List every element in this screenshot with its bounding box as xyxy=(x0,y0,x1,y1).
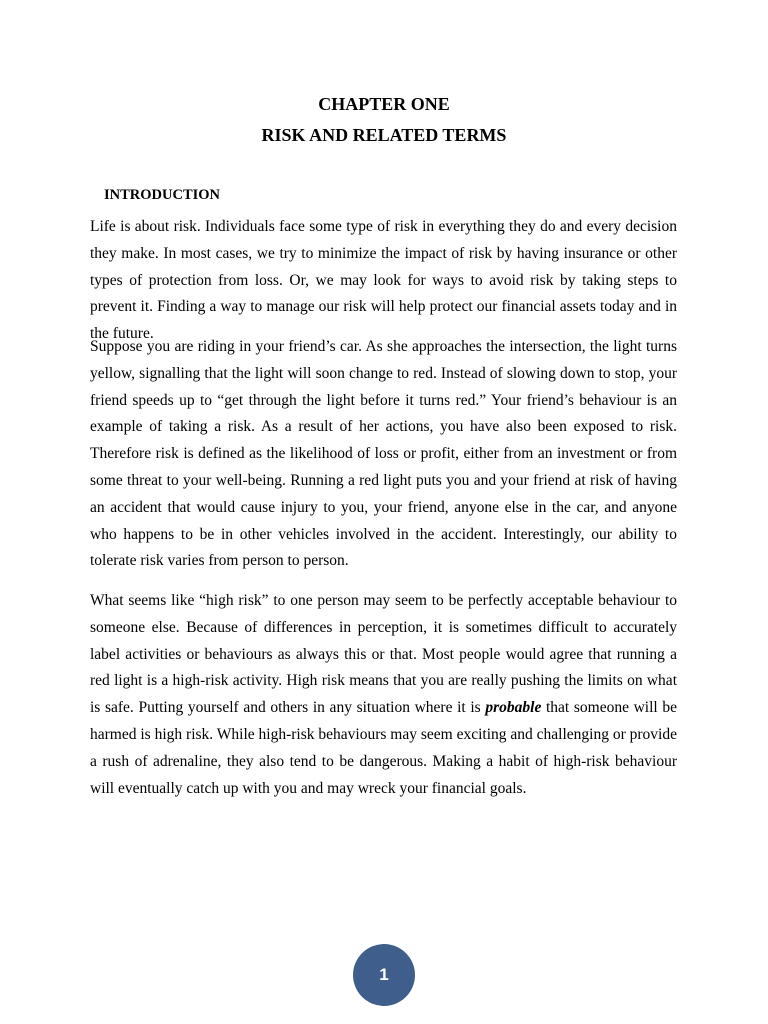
section-heading: INTRODUCTION xyxy=(104,187,221,203)
chapter-title: RISK AND RELATED TERMS xyxy=(261,125,507,145)
paragraph-text-segment: What seems like “high risk” to one person may seem to be perfectly acceptable behaviour to someone else. Because of differences in perception, it is sometimes difficult to accurately label activities or behaviours as always this or that. Most people would agree that running a red light is a high-risk activity. High risk means that you are really pushing the limits on what is safe. Putting yourself and others in any situation where it is xyxy=(90,592,677,717)
emphasized-term: probable xyxy=(485,699,542,717)
page-number: 1 xyxy=(379,965,389,984)
body-paragraph: Suppose you are riding in your friend’s car. As she approaches the intersection, the light turns yellow, signalling that the light will soon change to red. Instead of slowing down to stop, your friend speeds up to “get through the light before it turns red.” Your friend’s behaviour is an example of taking a risk. As a result of her actions, you have also been exposed to risk. Therefore risk is defined as the likelihood of loss or profit, either from an investment or from some threat to your well-being. Running a red light puts you and your friend at risk of having an accident that would cause injury to you, your friend, anyone else in the car, and anyone who happens to be in other vehicles involved in the accident. Interestingly, our ability to tolerate risk varies from person to person. xyxy=(90,338,677,570)
chapter-label: CHAPTER ONE xyxy=(318,94,450,114)
paragraph-text-segment: that someone will be harmed is high risk. While high-risk behaviours may seem exciting and challenging or provide a rush of adrenaline, they also tend to be dangerous. Making a habit of high-risk behaviour will eventually catch up with you and may wreck your financial goals. xyxy=(90,699,677,797)
body-paragraph: Life is about risk. Individuals face some type of risk in everything they do and every decision they make. In most cases, we try to minimize the impact of risk by having insurance or other types of protection from loss. Or, we may look for ways to avoid risk by taking steps to prevent it. Finding a way to manage our risk will help protect our financial assets today and in the future. xyxy=(90,218,677,343)
body-paragraph xyxy=(90,588,677,802)
page-number-badge xyxy=(353,944,415,1006)
